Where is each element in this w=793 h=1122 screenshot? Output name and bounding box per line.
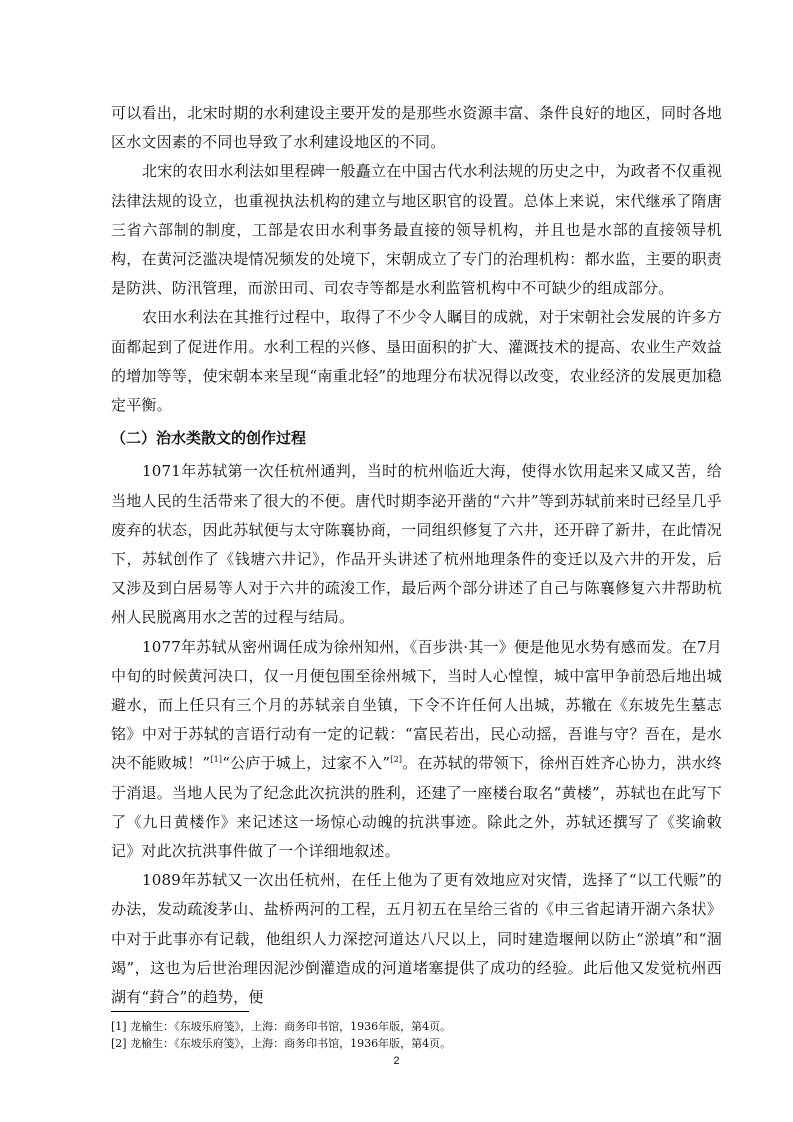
body-text <box>111 99 722 1012</box>
paragraph-1077-part3: 。在苏轼的带领下，徐州百姓齐心协力，洪水终于消退。当地人民为了纪念此次抗洪的胜利，还建了一座楼台取名“黄楼”，苏轼也在此写下了《九日黄楼作》来记述这一场惊心动魄的抗洪事迹。除此之外，苏轼还撰写了《奖谕敕记》对此次抗洪事件做了一个详细地叙述。 <box>111 754 722 861</box>
footnote-2: [2] 龙榆生：《东坡乐府笺》，上海：商务印书馆，1936年版，第4页。 <box>111 1037 452 1050</box>
footnotes <box>111 1018 722 1052</box>
paragraph-continuation: 可以看出，北宋时期的水利建设主要开发的是那些水资源丰富、条件良好的地区，同时各地区水文因素的不同也导致了水利建设地区的不同。 <box>111 104 722 152</box>
paragraph-1077 <box>111 633 722 867</box>
footnote-divider <box>111 1011 249 1012</box>
footnote-ref-1[interactable]: [1] <box>210 755 223 765</box>
paragraph-achievements: 农田水利法在其推行过程中，取得了不少令人瞩目的成就，对于宋朝社会发展的许多方面都起到了促进作用。水利工程的兴修、垦田面积的扩大、灌溉技术的提高、农业生产效益的增加等等，使宋朝本来呈现“南重北轻”的地理分布状况得以改变，农业经济的发展更加稳定平衡。 <box>111 308 722 415</box>
paragraph-farmland-law: 北宋的农田水利法如里程碑一般矗立在中国古代水利法规的历史之中，为政者不仅重视法律法规的设立，也重视执法机构的建立与地区职官的设置。总体上来说，宋代继承了隋唐三省六部制的制度，工部是农田水利事务最直接的领导机构，并且也是水部的直接领导机构，在黄河泛滥决堤情况频发的处境下，宋朝成立了专门的治理机构：都水监，主要的职责是防洪、防汛管理，而淤田司、司农寺等都是水利监管机构中不可缺少的组成部分。 <box>111 162 722 298</box>
paragraph-1077-part1: 1077年苏轼从密州调任成为徐州知州，《百步洪·其一》便是他见水势有感而发。在7月中旬的时候黄河决口，仅一月便包围至徐州城下，当时人心惶惶，城中富甲争前恐后地出城避水，而上任只有三个月的苏轼亲自坐镇，下令不许任何人出城，苏辙在《东坡先生墓志铭》中对于苏轼的言语行动有一定的记载：“富民若出，民心动摇，吾谁与守？吾在，是水决不能败城！” <box>111 637 722 773</box>
paragraph-1077-part2: “公庐于城上，过家不入” <box>222 754 391 773</box>
paragraph-1089: 1089年苏轼又一次出任杭州，在任上他为了更有效地应对灾情，选择了“以工代赈”的办法，发动疏浚茅山、盐桥两河的工程，五月初五在呈给三省的《申三省起请开湖六条状》中对于此事亦有记载，他组织人力深挖河道达八尺以上，同时建造堰闸以防止“淤填”和“涸竭”，这也为后世治理因泥沙倒灌造成的河道堵塞提供了成功的经验。此后他又发觉杭州西湖有“葑合”的趋势，便 <box>111 871 722 1007</box>
paragraph-1071: 1071年苏轼第一次任杭州通判，当时的杭州临近大海，使得水饮用起来又咸又苦，给当地人民的生活带来了很大的不便。唐代时期李泌开凿的“六井”等到苏轼前来时已经呈几乎废弃的状态，因此苏轼便与太守陈襄协商，一同组织修复了六井，还开辟了新井，在此情况下，苏轼创作了《钱塘六井记》，作品开头讲述了杭州地理条件的变迁以及六井的开发，后又涉及到白居易等人对于六井的疏浚工作，最后两个部分讲述了自己与陈襄修复六井帮助杭州人民脱离用水之苦的过程与结局。 <box>111 462 722 627</box>
footnote-1: [1] 龙榆生：《东坡乐府笺》，上海：商务印书馆，1936年版，第4页。 <box>111 1020 452 1033</box>
page-number: 2 <box>393 1055 400 1067</box>
footnote-ref-2[interactable]: [2] <box>390 755 403 765</box>
section-heading: （二）治水类散文的创作过程 <box>111 429 307 448</box>
